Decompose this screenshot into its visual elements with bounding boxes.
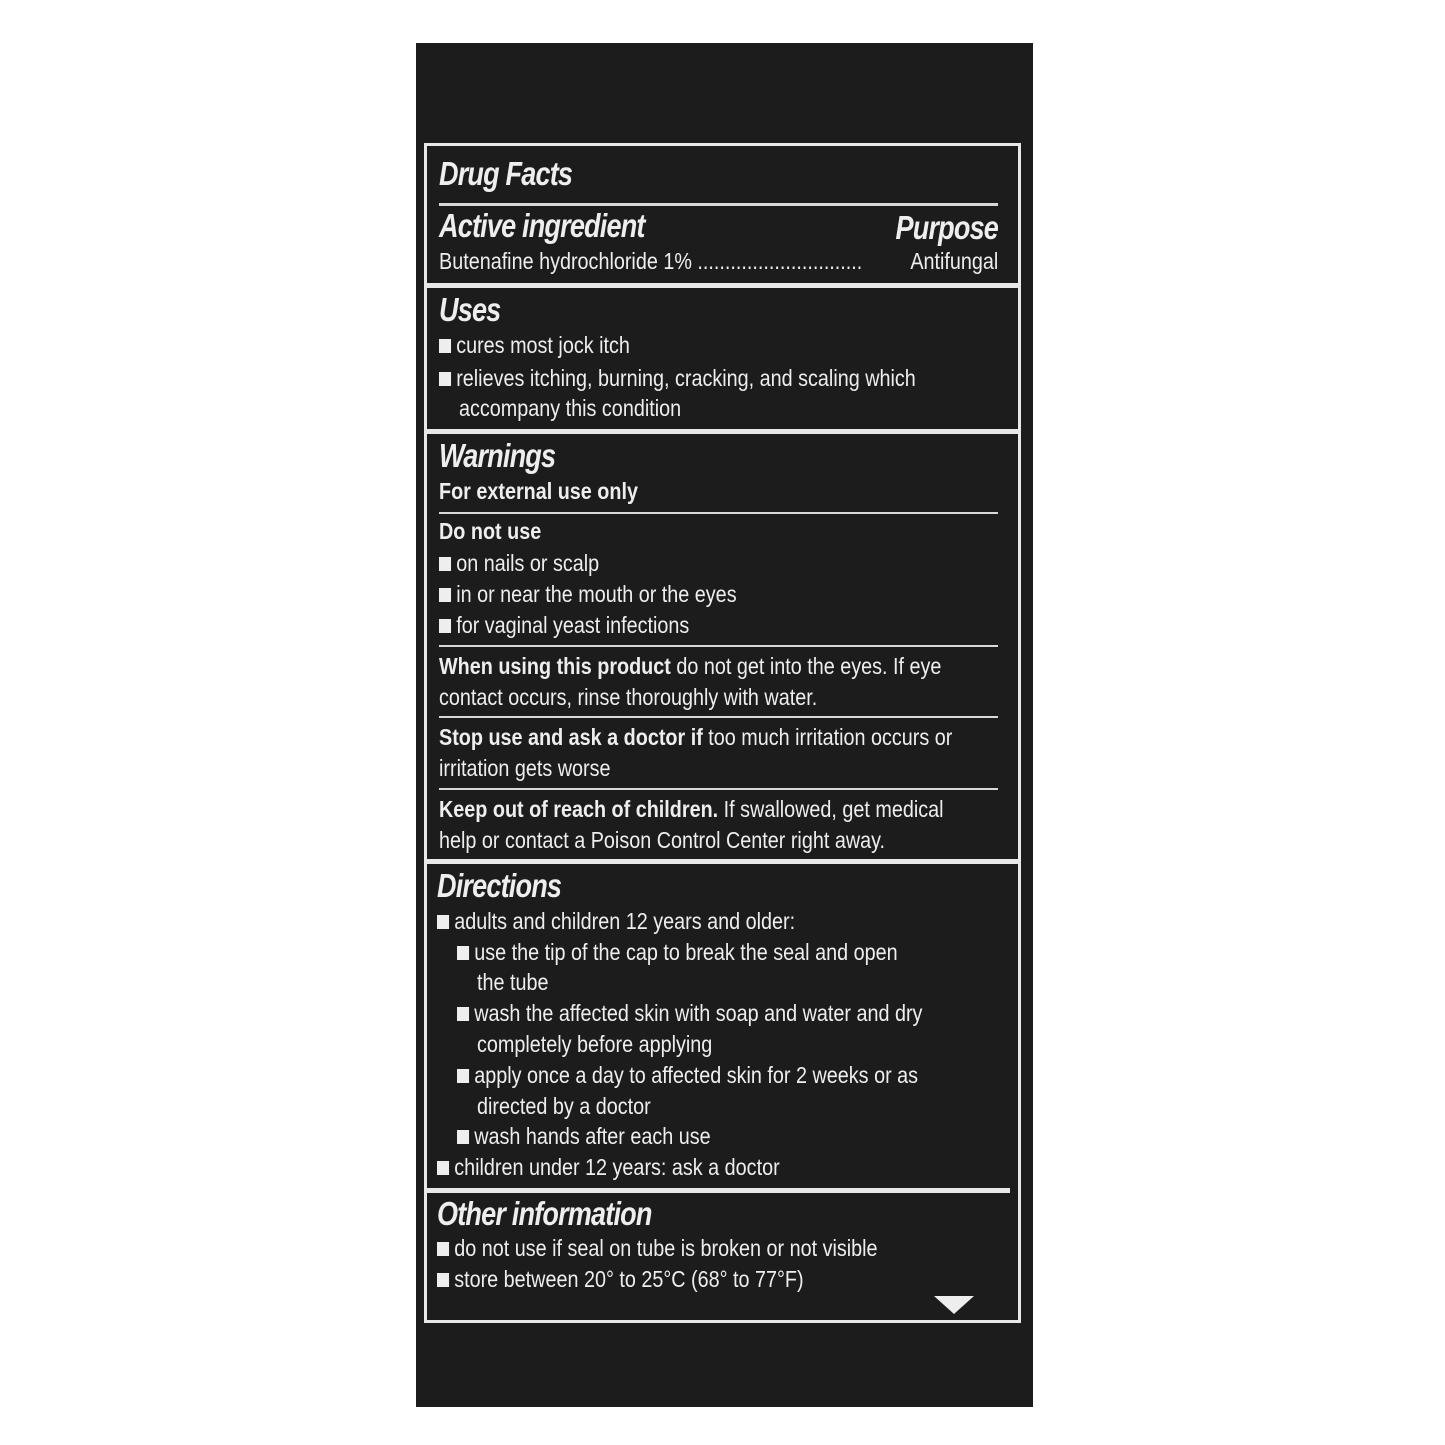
do-not-use-item: on nails or scalp (439, 548, 599, 578)
checkbox-bullet-icon (439, 339, 451, 353)
when-using-line-2: contact occurs, rinse thoroughly with water. (439, 684, 818, 710)
leader-dots: .............................. (697, 248, 863, 274)
checkbox-bullet-icon (457, 946, 469, 960)
continued-arrow-down-icon (934, 1296, 974, 1314)
directions-sub-item-continued: directed by a doctor (477, 1093, 651, 1119)
checkbox-bullet-icon (437, 1273, 449, 1287)
do-not-use-heading: Do not use (439, 518, 542, 544)
checkbox-bullet-icon (439, 619, 451, 633)
uses-heading: Uses (439, 291, 501, 328)
directions-sub-item: use the tip of the cap to break the seal and open (457, 937, 898, 967)
uses-item-continued: accompany this condition (459, 395, 682, 421)
checkbox-bullet-icon (439, 372, 451, 386)
do-not-use-item: for vaginal yeast infections (439, 610, 689, 640)
other-information-heading: Other information (437, 1195, 652, 1232)
checkbox-bullet-icon (457, 1007, 469, 1021)
ingredient-line (439, 246, 862, 276)
directions-item: adults and children 12 years and older: (437, 906, 795, 936)
purpose-heading: Purpose (895, 209, 998, 246)
checkbox-bullet-icon (457, 1130, 469, 1144)
section-rule-directions (427, 859, 1018, 864)
checkbox-bullet-icon (437, 1161, 449, 1175)
other-information-item: store between 20° to 25°C (68° to 77°F) (437, 1264, 804, 1294)
directions-item: children under 12 years: ask a doctor (437, 1152, 780, 1182)
keep-out-line: Keep out of reach of children. If swallowed, get medical (439, 796, 944, 822)
section-rule-uses (427, 283, 1018, 288)
checkbox-bullet-icon (437, 915, 449, 929)
do-not-use-item: in or near the mouth or the eyes (439, 579, 737, 609)
section-rule-warnings (427, 429, 1018, 434)
directions-sub-item-continued: the tube (477, 969, 549, 995)
directions-heading: Directions (437, 867, 562, 904)
keep-out-line-2: help or contact a Poison Control Center right away. (439, 827, 886, 853)
drug-facts-title: Drug Facts (439, 155, 573, 192)
when-using-line: When using this product do not get into the eyes. If eye (439, 653, 942, 679)
stop-use-line-2: irritation gets worse (439, 755, 611, 781)
drug-facts-panel (424, 143, 1021, 1323)
other-information-item: do not use if seal on tube is broken or not visible (437, 1233, 878, 1263)
checkbox-bullet-icon (439, 588, 451, 602)
directions-sub-item-continued: completely before applying (477, 1031, 713, 1057)
warnings-rule (439, 716, 998, 718)
section-rule-other-info (427, 1188, 1010, 1193)
warnings-heading: Warnings (439, 437, 556, 474)
purpose-value: Antifungal (910, 248, 998, 274)
directions-sub-item: wash hands after each use (457, 1121, 711, 1151)
warnings-rule (439, 645, 998, 647)
title-rule (439, 203, 998, 206)
uses-item: cures most jock itch (439, 330, 630, 360)
warnings-rule (439, 788, 998, 790)
checkbox-bullet-icon (437, 1242, 449, 1256)
directions-sub-item: wash the affected skin with soap and water and dry (457, 998, 922, 1028)
uses-item: relieves itching, burning, cracking, and scaling which (439, 363, 916, 393)
active-ingredient-heading: Active ingredient (439, 207, 645, 244)
ingredient-name: Butenafine hydrochloride 1% (439, 248, 692, 274)
warnings-rule (439, 512, 998, 514)
checkbox-bullet-icon (439, 557, 451, 571)
external-use-note: For external use only (439, 478, 638, 504)
directions-sub-item: apply once a day to affected skin for 2 weeks or as (457, 1060, 918, 1090)
stop-use-line: Stop use and ask a doctor if too much irritation occurs or (439, 724, 953, 750)
checkbox-bullet-icon (457, 1069, 469, 1083)
